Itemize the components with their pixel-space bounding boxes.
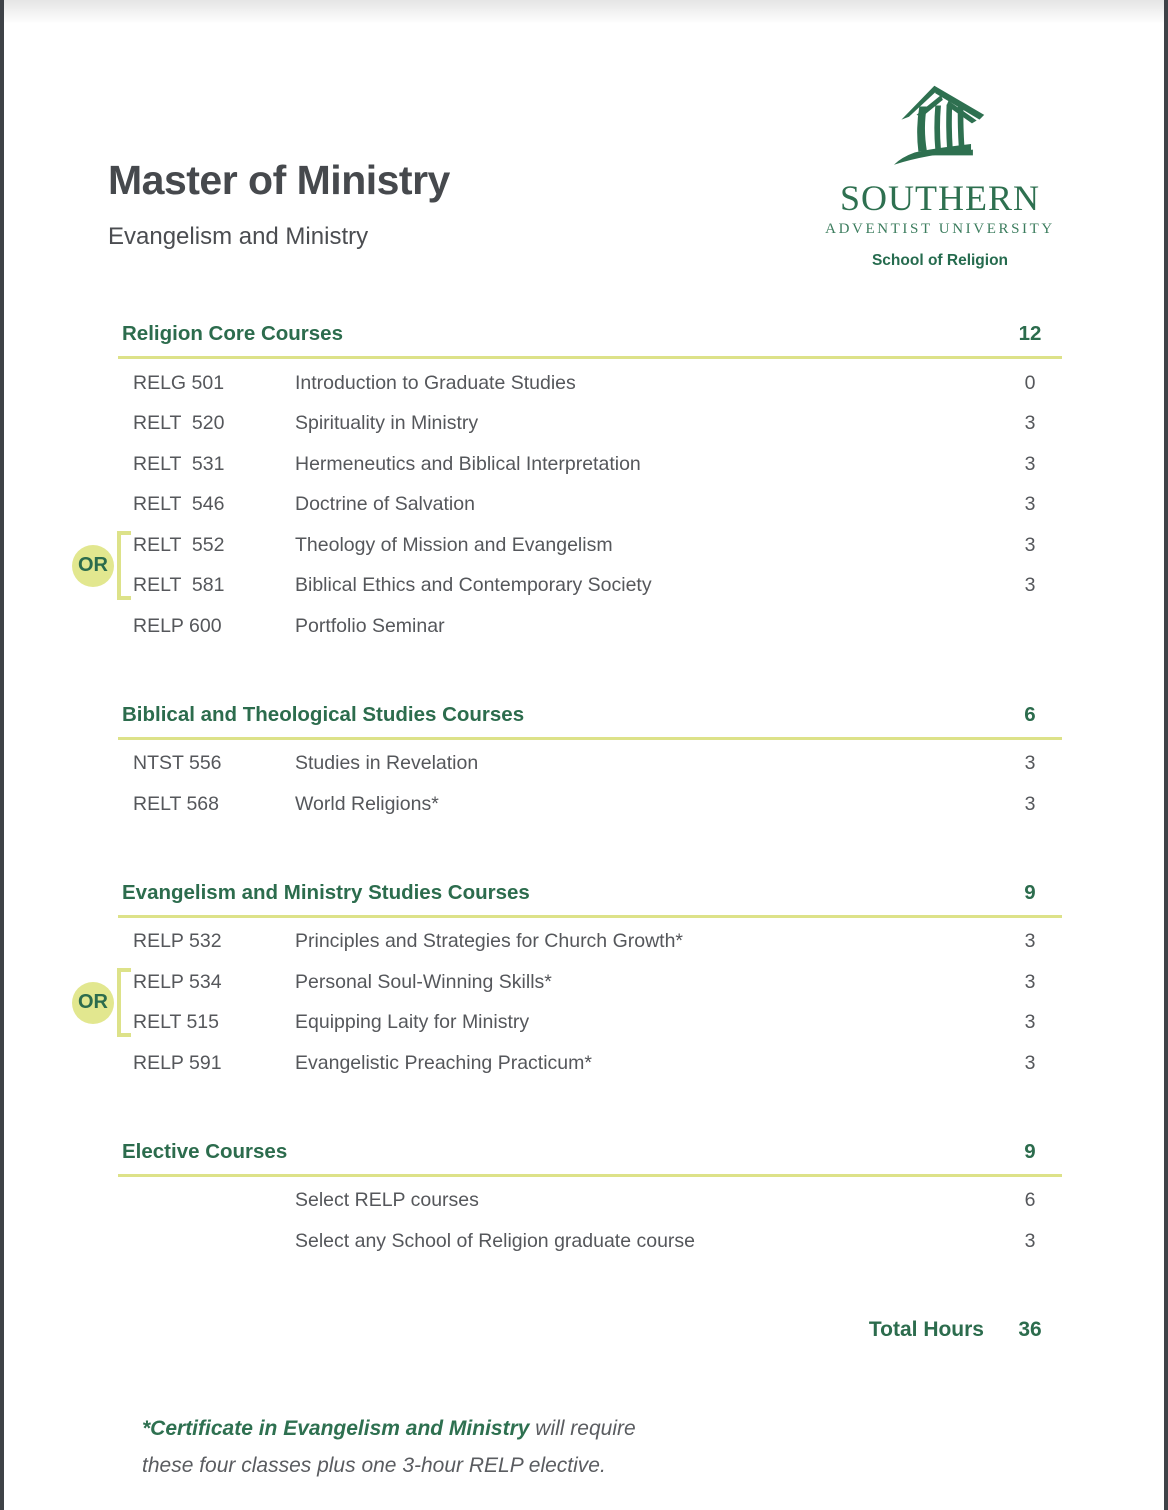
course-row bbox=[118, 1181, 1062, 1222]
course-code: RELT 568 bbox=[133, 792, 219, 815]
course-row bbox=[118, 606, 1062, 647]
course-row bbox=[118, 1003, 1062, 1044]
or-bracket bbox=[117, 968, 131, 1037]
or-choice-group bbox=[78, 525, 1062, 606]
or-badge: OR bbox=[72, 545, 114, 587]
course-code: RELT 515 bbox=[133, 1011, 219, 1034]
course-code: RELP 591 bbox=[133, 1051, 222, 1074]
course-name: Select RELP courses bbox=[295, 1189, 479, 1212]
course-row bbox=[118, 404, 1062, 445]
logo-wordmark: SOUTHERN bbox=[839, 178, 1040, 218]
footnote-emphasis: *Certificate in Evangelism and Ministry bbox=[142, 1416, 530, 1440]
course-code: RELT 531 bbox=[133, 452, 225, 475]
course-name: Doctrine of Salvation bbox=[295, 493, 475, 516]
or-bracket bbox=[117, 531, 131, 600]
course-code: RELG 501 bbox=[133, 371, 225, 394]
or-choice-group bbox=[78, 962, 1062, 1043]
course-section bbox=[78, 320, 1062, 647]
course-row bbox=[118, 1043, 1062, 1084]
total-hours-value: 36 bbox=[1018, 1317, 1042, 1341]
total-hours-line bbox=[118, 1318, 1062, 1342]
course-name: Hermeneutics and Biblical Interpretation bbox=[295, 452, 641, 475]
course-credits: 3 bbox=[1024, 1229, 1036, 1252]
course-credits: 3 bbox=[1024, 1051, 1036, 1074]
course-name: Personal Soul-Winning Skills* bbox=[295, 970, 552, 993]
course-name: Studies in Revelation bbox=[295, 752, 479, 775]
columned-building-icon bbox=[888, 82, 992, 176]
course-section bbox=[118, 701, 1062, 825]
course-code: RELT 520 bbox=[133, 412, 225, 435]
section-header bbox=[118, 701, 1062, 728]
footnote-rest: will require bbox=[529, 1416, 636, 1440]
section-rows bbox=[118, 1177, 1062, 1262]
sections-root bbox=[78, 320, 1062, 1262]
course-row bbox=[118, 485, 1062, 526]
course-row bbox=[118, 784, 1062, 825]
course-name: Select any School of Religion graduate course bbox=[295, 1229, 695, 1252]
course-credits: 0 bbox=[1024, 371, 1036, 394]
section-rows bbox=[118, 740, 1062, 825]
course-credits: 6 bbox=[1024, 1189, 1036, 1212]
course-credits: 3 bbox=[1024, 752, 1036, 775]
section-rows bbox=[78, 918, 1062, 1084]
section-credits: 12 bbox=[1018, 322, 1042, 345]
footnote bbox=[118, 1410, 1062, 1484]
page-title: Master of Ministry bbox=[108, 157, 450, 203]
section-header bbox=[118, 320, 1062, 347]
course-code: NTST 556 bbox=[133, 752, 222, 775]
logo-line2: ADVENTIST UNIVERSITY bbox=[825, 221, 1055, 237]
page-subtitle: Evangelism and Ministry bbox=[108, 223, 369, 250]
footnote-line2: these four classes plus one 3-hour RELP elective. bbox=[142, 1453, 606, 1477]
section-credits: 9 bbox=[1024, 880, 1036, 904]
course-row bbox=[118, 744, 1062, 785]
section-credits: 9 bbox=[1024, 1139, 1036, 1163]
course-name: Evangelistic Preaching Practicum* bbox=[295, 1051, 592, 1074]
course-row bbox=[118, 962, 1062, 1003]
document-header bbox=[108, 157, 450, 250]
course-row bbox=[118, 444, 1062, 485]
course-section bbox=[78, 879, 1062, 1084]
course-section bbox=[118, 1138, 1062, 1262]
course-plan bbox=[78, 320, 1062, 1484]
course-code: RELP 600 bbox=[133, 614, 222, 637]
section-title: Elective Courses bbox=[122, 1139, 288, 1163]
course-name: Introduction to Graduate Studies bbox=[295, 371, 576, 394]
course-name: Portfolio Seminar bbox=[295, 614, 445, 637]
course-name: Theology of Mission and Evangelism bbox=[295, 533, 613, 556]
course-row bbox=[118, 922, 1062, 963]
course-credits: 3 bbox=[1024, 412, 1036, 435]
university-logo bbox=[804, 82, 1076, 270]
course-code: RELT 552 bbox=[133, 533, 225, 556]
section-title: Biblical and Theological Studies Courses bbox=[122, 702, 525, 726]
total-hours-label: Total Hours bbox=[868, 1317, 984, 1341]
course-credits: 3 bbox=[1024, 533, 1036, 556]
course-name: Equipping Laity for Ministry bbox=[295, 1011, 530, 1034]
course-row bbox=[118, 1221, 1062, 1262]
course-name: Principles and Strategies for Church Growth* bbox=[295, 930, 684, 953]
or-badge: OR bbox=[72, 982, 114, 1024]
course-credits: 3 bbox=[1024, 970, 1036, 993]
course-row bbox=[118, 363, 1062, 404]
section-credits: 6 bbox=[1024, 702, 1036, 726]
section-rows bbox=[78, 359, 1062, 647]
course-code: RELP 532 bbox=[133, 930, 222, 953]
course-code: RELT 546 bbox=[133, 493, 225, 516]
section-header bbox=[118, 1138, 1062, 1165]
course-name: Biblical Ethics and Contemporary Society bbox=[295, 574, 652, 597]
section-title: Religion Core Courses bbox=[122, 322, 343, 345]
course-credits: 3 bbox=[1024, 930, 1036, 953]
course-code: RELT 581 bbox=[133, 574, 225, 597]
course-credits: 3 bbox=[1024, 574, 1036, 597]
course-row bbox=[118, 566, 1062, 607]
course-row bbox=[118, 525, 1062, 566]
course-credits: 3 bbox=[1024, 493, 1036, 516]
course-credits: 3 bbox=[1024, 452, 1036, 475]
course-name: Spirituality in Ministry bbox=[295, 412, 479, 435]
course-code: RELP 534 bbox=[133, 970, 222, 993]
section-header bbox=[118, 879, 1062, 906]
logo-school-name: School of Religion bbox=[871, 252, 1009, 269]
page bbox=[4, 0, 1164, 1510]
course-name: World Religions* bbox=[295, 792, 439, 815]
section-title: Evangelism and Ministry Studies Courses bbox=[122, 880, 530, 904]
course-credits: 3 bbox=[1024, 792, 1036, 815]
course-credits: 3 bbox=[1024, 1011, 1036, 1034]
